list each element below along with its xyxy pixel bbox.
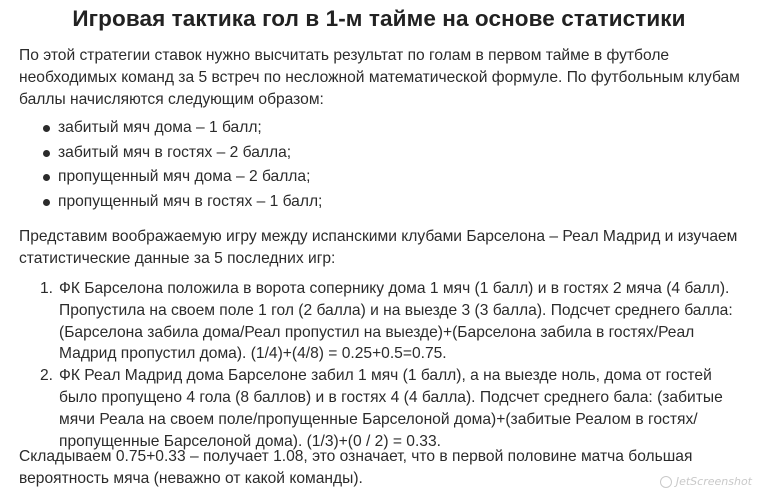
list-item [40, 191, 322, 216]
rule-text: пропущенный мяч дома – 2 балла; [58, 168, 311, 186]
conclusion-paragraph: Складываем 0.75+0.33 – получает 1.08, это означает, что в первой половине матча большая вероятность мяча (неважно от какой команды). [19, 448, 693, 487]
calculation-item [40, 365, 752, 452]
list-item [40, 142, 322, 167]
rule-text: забитый мяч дома – 1 балл; [58, 119, 262, 136]
calculation-text: ФК Реал Мадрид дома Барселоне забил 1 мяч (1 балл), а на выезде ноль, дома от гостей было пропущено 4 гола (8 баллов) и в гостях 4 (4 балла). Подсчет среднего бала: (забитые мячи Реала на своем поле/пропущенные Барселоной дома)+(забитые Реалом в гостях/ пропущенные Барселоной дома). (1/3)+(0 / 2) = 0.33. [59, 367, 723, 450]
bullet-icon [43, 199, 50, 206]
article-title: Игровая тактика гол в 1-м тайме на основе статистики [72, 6, 686, 31]
item-number: 2. [40, 367, 54, 385]
bullet-icon [43, 150, 50, 157]
bullet-icon [43, 125, 50, 132]
watermark [660, 475, 752, 488]
camera-icon [660, 476, 672, 488]
calculation-item [40, 278, 752, 365]
item-number: 1. [40, 280, 54, 297]
calculation-text: ФК Барселона положила в ворота сопернику дома 1 мяч (1 балл) и в гостях 2 мяча (4 балл). Пропустила на своем поле 1 гол (2 балла) и на выезде 3 (3 балла). Подсчет среднего балла: (Барселона забила дома/Реал пропустил на выезде)+(Барселона забила в гостях/Реал Мадрид пропустил дома). (1/4)+(4/8) = 0.25+0.5=0.75. [59, 280, 733, 363]
intro-paragraph: По этой стратегии ставок нужно высчитать результат по голам в первом тайме в футболе необходимых команд за 5 встреч по несложной математической формуле. По футбольным клубам баллы начисляются следующим образом: [19, 47, 740, 108]
scenario-paragraph: Представим воображаемую игру между испанскими клубами Барселона – Реал Мадрид и изучаем статистические данные за 5 последних игр: [19, 228, 738, 267]
rule-text: забитый мяч в гостях – 2 балла; [58, 143, 292, 161]
scoring-rules-list [40, 117, 322, 215]
list-item [40, 117, 322, 142]
list-item [40, 166, 322, 191]
calculation-list [40, 278, 752, 452]
watermark-text: JetScreenshot [675, 475, 752, 488]
bullet-icon [43, 174, 50, 181]
rule-text: пропущенный мяч в гостях – 1 балл; [58, 192, 323, 210]
